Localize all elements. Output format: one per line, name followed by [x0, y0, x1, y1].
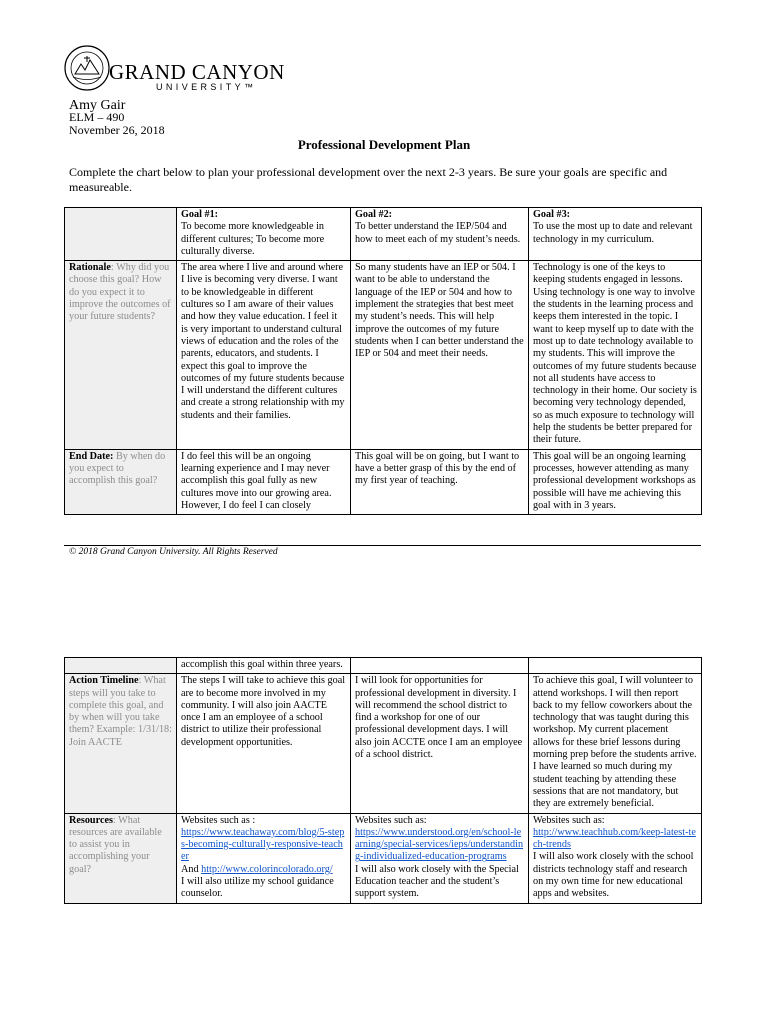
enddate-label-cell: [65, 449, 177, 514]
action-label: Action Timeline: [69, 675, 139, 687]
table-row: [65, 813, 702, 903]
table-row: [65, 261, 702, 449]
rationale-goal-1: The area where I live and around where I live is becoming very diverse. I want to be knowledgeable in different cultures so I am aware of their values and how they value education. I feel it is very important to understand cultural views of education and the roles of the parents, educators, and students. I expect this goal to improve the outcomes of my future students because I will understand the different cultures and create a strong relationship with my students and their families.: [177, 261, 351, 449]
brand-name: GRAND CANYON: [109, 60, 285, 84]
goal-2-text: To better understand the IEP/504 and how to meet each of my student’s needs.: [355, 221, 521, 245]
rationale-goal-3: Technology is one of the keys to keeping students engaged in lessons. Using technology is one way to involve the students in the learning process and keeps them interested in the topic. I want to keep myself up to date with the most up to date technology available to my students. This will improve the outcomes of my future students because not all students have access to technology in their home. Our society is becoming very technology depended, so as much exposure to technology will help the students be better prepared for their future.: [529, 261, 702, 449]
action-label-cell: [65, 674, 177, 813]
resources-label: Resources: [69, 814, 113, 826]
plan-table-page2: [64, 657, 702, 904]
resources-hint: : What resources are available to assist you in accomplishing your goal?: [69, 814, 162, 875]
course-code: ELM – 490: [69, 110, 125, 124]
teachhub-link[interactable]: http://www.teachhub.com/keep-latest-tech-trends: [533, 826, 696, 851]
goal-3-heading: Goal #3:: [533, 209, 571, 220]
enddate-goal-3: This goal will be an ongoing learning processes, however attending as many professional development workshops as possible will have me achieving this goal with in 3 years.: [529, 449, 702, 514]
resources-goal-3: [529, 813, 702, 903]
and-text: And: [181, 863, 202, 875]
continued-goal-2: [351, 658, 529, 674]
rationale-label: Rationale: [69, 262, 111, 274]
student-name: Amy Gair: [69, 98, 126, 113]
university-logo: [63, 44, 285, 96]
goal-2-heading: Goal #2:: [355, 209, 393, 220]
resources-goal-2: [351, 813, 529, 903]
table-row: [65, 449, 702, 514]
brand-subtitle: UNIVERSITY™: [156, 82, 257, 92]
action-goal-2: I will look for opportunities for professional development in diversity. I will recommend the school district to find a workshop for one of our professional development days. I will also join ACCTE once I am an employee of a school district.: [351, 674, 529, 813]
university-seal-icon: [63, 44, 111, 92]
table-row: [65, 658, 702, 674]
resources-1-after: I will also utilize my school guidance counselor.: [181, 876, 334, 900]
enddate-label: End Date:: [69, 450, 114, 462]
table-row: [65, 208, 702, 261]
goal-1-heading: Goal #1:: [181, 209, 219, 220]
footer-divider: [64, 545, 701, 546]
goal-1-cell: [177, 208, 351, 261]
instructions: Complete the chart below to plan your professional development over the next 2-3 years. Be sure your goals are specific and measureable.: [69, 165, 668, 194]
resources-3-after: I will also work closely with the school districts technology staff and research on my own time for new educational apps and websites.: [533, 851, 694, 900]
continued-label-cell: [65, 658, 177, 674]
resources-2-after: I will also work closely with the Special Education teacher and the student’s support system.: [355, 863, 519, 900]
goal-3-cell: [529, 208, 702, 261]
enddate-hint: By when do you expect to accomplish this goal?: [69, 450, 166, 487]
resources-goal-1: [177, 813, 351, 903]
plan-table-page1: [64, 207, 702, 515]
copyright-footer: © 2018 Grand Canyon University. All Rights Reserved: [69, 547, 278, 557]
resources-1-intro: Websites such as :: [181, 814, 256, 826]
resources-3-intro: Websites such as:: [533, 814, 605, 826]
table-row: [65, 674, 702, 813]
goal-1-text: To become more knowledgeable in different cultures; To become more culturally diverse.: [181, 221, 325, 257]
enddate-goal-2: This goal will be on going, but I want to have a better grasp of this by the end of my first year of teaching.: [351, 449, 529, 514]
enddate-goal-1: I do feel this will be an ongoing learning experience and I may never accomplish this goal fully as new cultures move into our growing area. However, I do feel I can closely: [177, 449, 351, 514]
resources-label-cell: [65, 813, 177, 903]
goal-2-cell: [351, 208, 529, 261]
action-hint: : What steps will you take to complete this goal, and by when will you take them? Example: 1/31/18: Join AACTE: [69, 675, 172, 748]
resources-2-intro: Websites such as:: [355, 814, 427, 826]
colorincolorado-link[interactable]: http://www.colorincolorado.org/: [201, 863, 333, 875]
goal-3-text: To use the most up to date and relevant technology in my curriculum.: [533, 221, 693, 245]
document-date: November 26, 2018: [69, 123, 165, 137]
rationale-label-cell: [65, 261, 177, 449]
action-goal-1: The steps I will take to achieve this goal are to become more involved in my community. I will also join AACTE once I am an employee of a school district to utilize their professional development opportunities.: [177, 674, 351, 813]
continued-goal-3: [529, 658, 702, 674]
action-goal-3: To achieve this goal, I will volunteer to attend workshops. I will then report back to my fellow coworkers about the technology that was taught during this workshop. My current placement allows for these brief lessons during morning prep before the students arrive. I have learned so much during my student teaching by attending these sessions that are not mandatory, but they are extremely beneficial.: [529, 674, 702, 813]
rationale-goal-2: So many students have an IEP or 504. I want to be able to understand the language of the IEP or 504 and how to implement the strategies that best meet my student’s needs. This will help improve the outcomes of my future students when I can better understand the IEP or 504 and meet their needs.: [351, 261, 529, 449]
rationale-hint: : Why did you choose this goal? How do you expect it to improve the outcomes of your future students?: [69, 262, 171, 323]
resources-1-and-line: [181, 864, 346, 876]
empty-corner-cell: [65, 208, 177, 261]
understood-link[interactable]: https://www.understood.org/en/school-learning/special-services/ieps/understanding-individualized-education-programs: [355, 826, 524, 863]
continued-goal-1: accomplish this goal within three years.: [177, 658, 351, 674]
page-title: Professional Development Plan: [297, 137, 471, 152]
teachaway-link[interactable]: https://www.teachaway.com/blog/5-steps-becoming-culturally-responsive-teacher: [181, 826, 345, 863]
